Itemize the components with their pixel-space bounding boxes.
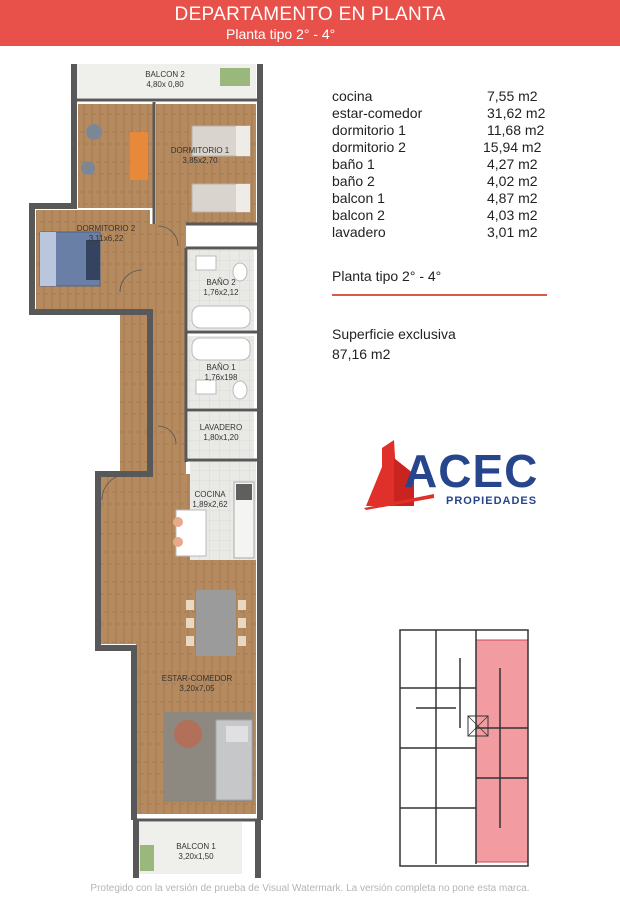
- area-row: [332, 122, 572, 139]
- bano2-label: [190, 278, 252, 298]
- header-subtitle: Planta tipo 2° - 4°: [226, 26, 336, 42]
- area-row: [332, 173, 572, 190]
- balcon2-name: BALCON 2: [145, 70, 185, 79]
- area-value: 4,03 m2: [487, 207, 538, 223]
- floor-plan-drawing: [0, 60, 290, 890]
- dormitorio2-dims: 3,11x6,22: [88, 234, 124, 243]
- area-row: [332, 224, 572, 241]
- building-key-plan: [396, 628, 534, 868]
- estar-comedor-dims: 3,20x7,05: [179, 684, 215, 693]
- divider-line: [332, 294, 547, 296]
- balcon2-label: [130, 70, 200, 90]
- area-row: [332, 139, 572, 156]
- surface-label: Superficie exclusiva: [332, 326, 456, 342]
- area-row: [332, 190, 572, 207]
- watermark-text: Protegido con la versión de prueba de Visual Watermark. La versión completa no pone esta marca.: [90, 883, 530, 894]
- estar-comedor-label: [156, 674, 238, 694]
- lavadero-dims: 1,80x1,20: [203, 433, 239, 442]
- bano2-name: BAÑO 2: [206, 278, 236, 287]
- balcon1-name: BALCON 1: [176, 842, 216, 851]
- dormitorio2-label: [70, 224, 142, 244]
- bano1-name: BAÑO 1: [206, 363, 236, 372]
- area-row: [332, 88, 572, 105]
- area-value: 15,94 m2: [483, 139, 542, 155]
- area-list: [332, 88, 572, 241]
- logo-subtext: PROPIEDADES: [446, 495, 538, 507]
- lavadero-name: LAVADERO: [199, 423, 243, 432]
- header-title: DEPARTAMENTO EN PLANTA: [174, 4, 446, 25]
- area-name: baño 2: [332, 173, 375, 189]
- floor-plan: [0, 60, 290, 890]
- balcon2-dims: 4,80x 0,80: [146, 80, 184, 89]
- balcon1-label: [166, 842, 226, 862]
- bano1-dims: 1,76x198: [204, 373, 238, 382]
- bano1-label: [190, 363, 252, 383]
- plant-type-label: Planta tipo 2° - 4°: [332, 268, 442, 284]
- area-row: [332, 156, 572, 173]
- balcon1-dims: 3,20x1,50: [178, 852, 214, 861]
- area-value: 3,01 m2: [487, 224, 538, 240]
- area-name: dormitorio 2: [332, 139, 406, 155]
- area-name: balcon 2: [332, 207, 385, 223]
- dormitorio1-name: DORMITORIO 1: [170, 146, 230, 155]
- area-name: estar-comedor: [332, 105, 423, 121]
- area-row: [332, 105, 572, 122]
- area-name: balcon 1: [332, 190, 385, 206]
- header-banner: [0, 0, 620, 46]
- surface-value: 87,16 m2: [332, 346, 391, 362]
- area-value: 4,02 m2: [487, 173, 538, 189]
- estar-comedor-name: ESTAR-COMEDOR: [161, 674, 233, 683]
- area-name: lavadero: [332, 224, 386, 240]
- logo-text: ACEC: [404, 445, 539, 497]
- dormitorio2-name: DORMITORIO 2: [76, 224, 136, 233]
- area-name: baño 1: [332, 156, 375, 172]
- lavadero-label: [190, 423, 252, 443]
- area-value: 31,62 m2: [487, 105, 546, 121]
- dormitorio1-dims: 3,85x2,70: [182, 156, 218, 165]
- area-value: 4,27 m2: [487, 156, 538, 172]
- area-name: dormitorio 1: [332, 122, 406, 138]
- cocina-dims: 1,89x2,62: [192, 500, 228, 509]
- area-value: 11,68 m2: [487, 122, 545, 138]
- area-value: 7,55 m2: [487, 88, 538, 104]
- area-row: [332, 207, 572, 224]
- bano2-dims: 1,76x2,12: [203, 288, 239, 297]
- cocina-name: COCINA: [194, 490, 226, 499]
- area-value: 4,87 m2: [487, 190, 538, 206]
- dormitorio1-label: [164, 146, 236, 166]
- cocina-label: [180, 490, 240, 510]
- area-name: cocina: [332, 88, 373, 104]
